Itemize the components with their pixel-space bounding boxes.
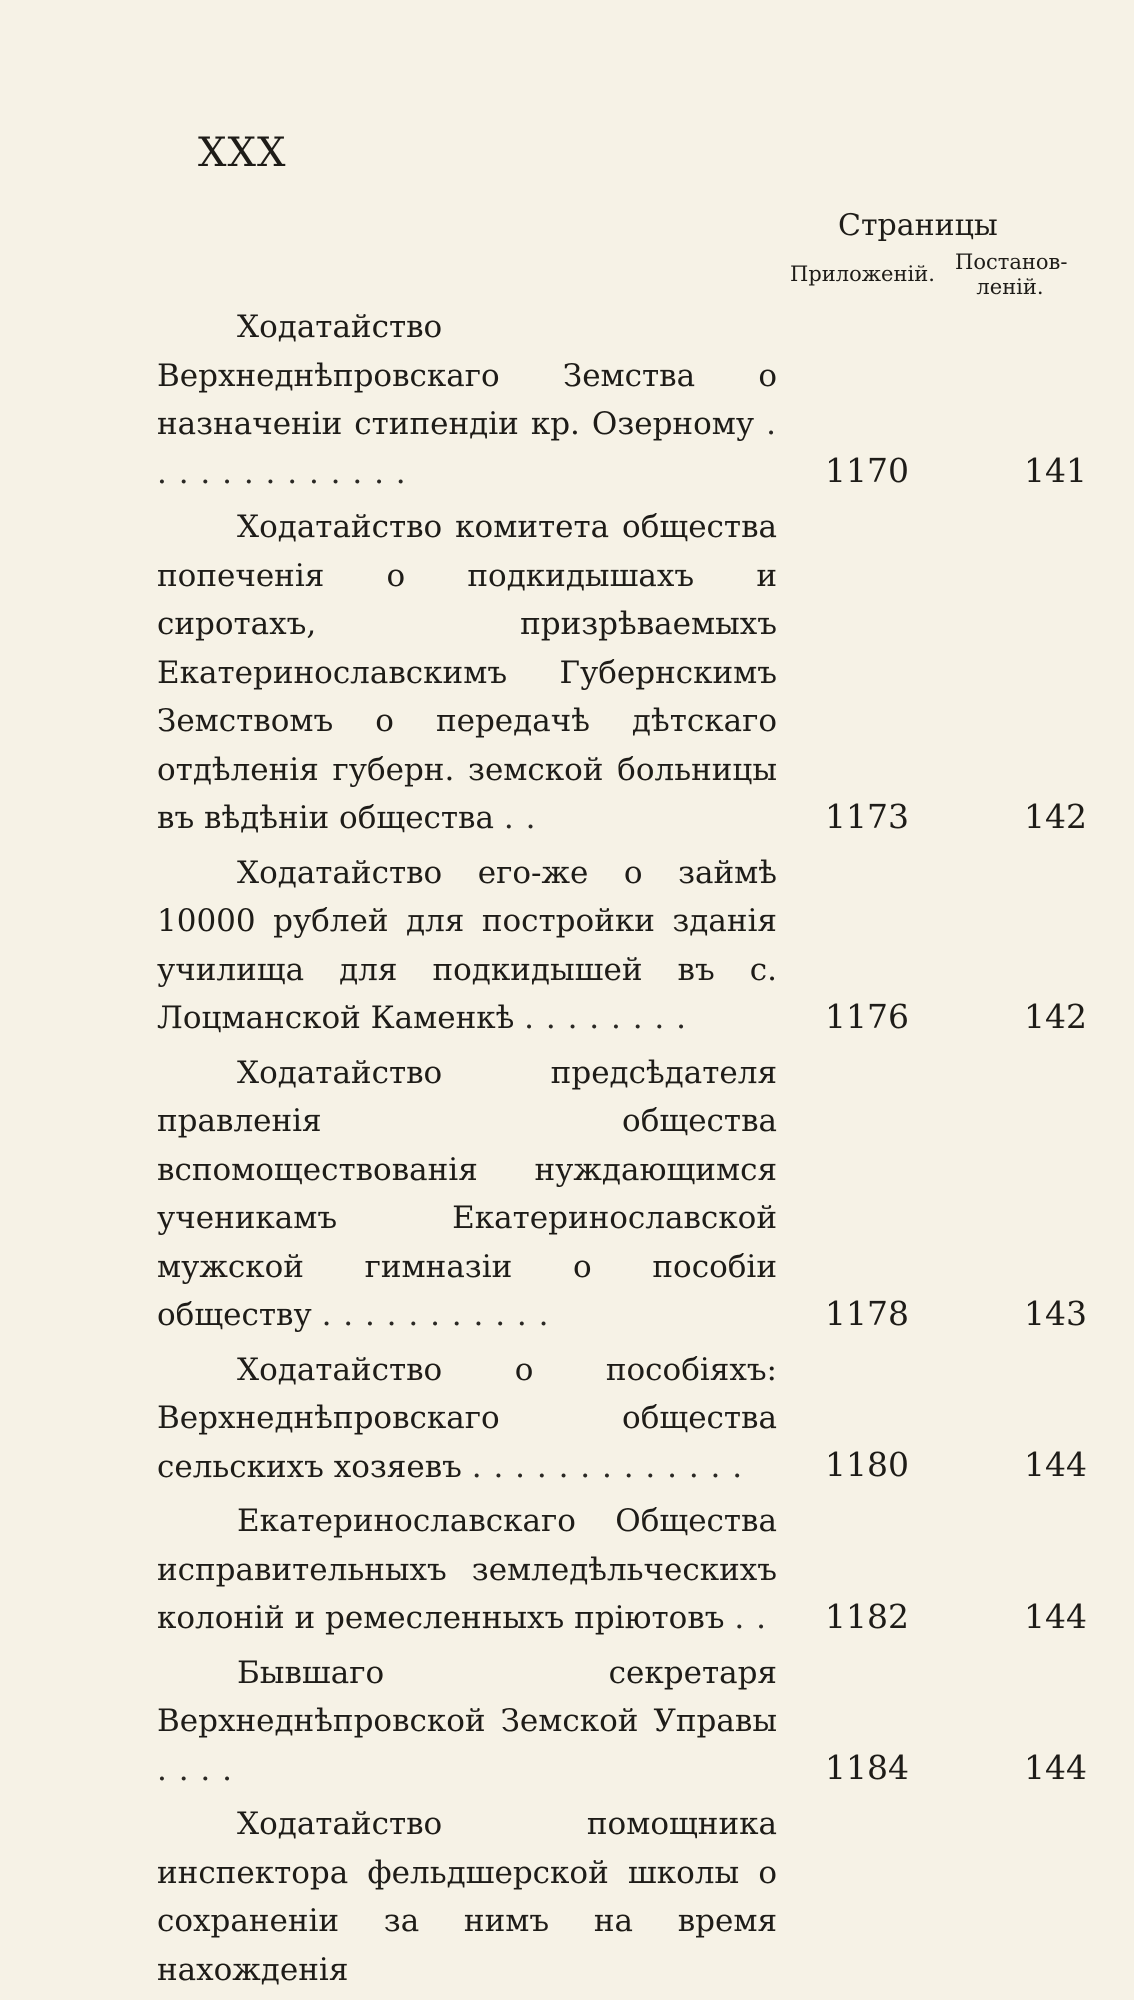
resolution-page-number: 143: [1024, 1293, 1087, 1333]
index-entry: [157, 1346, 1117, 1492]
resolution-page-number: 142: [1024, 796, 1087, 836]
appendix-page-number: 1178: [825, 1293, 909, 1333]
entry-text: Ходатайство помощника инспектора фельдшерской школы о сохраненіи за нимъ на время нахожденія: [157, 1806, 777, 1988]
index-entry: [157, 503, 1117, 843]
entry-text: Екатеринославскаго Общества исправительныхъ земледѣльческихъ колоній и ремесленныхъ пріютовъ: [157, 1503, 777, 1636]
appendix-page-number: 1182: [825, 1596, 909, 1636]
dot-leader: . . . . . . . .: [524, 1000, 687, 1036]
entry-text-block: [157, 503, 777, 843]
dot-leader: . . . . . . . . . . . . .: [157, 406, 777, 491]
entry-text-block: [157, 1800, 777, 1994]
resolution-page-number: 144: [1024, 1748, 1087, 1787]
entry-text: Бывшаго секретаря Верхнеднѣпровской Земской Управы: [157, 1654, 777, 1739]
entry-text-block: [157, 849, 777, 1043]
dot-leader: . .: [734, 1600, 767, 1636]
entry-text: Ходатайство предсѣдателя правленія общества вспомоществованія нуждающимся ученикамъ Екатеринославской мужской гимназіи о пособіи обществу: [157, 1054, 777, 1333]
appendix-page-number: 1180: [825, 1445, 909, 1484]
page-number: XXX: [198, 130, 287, 176]
entry-text: Ходатайство Верхнеднѣпровскаго Земства о назначеніи стипендіи кр. Озерному: [157, 309, 777, 442]
dot-leader: . . . .: [157, 1751, 233, 1788]
column-header-resolutions: Постанов-леній.: [955, 250, 1068, 299]
index-entry: [157, 303, 1117, 497]
index-entries: [157, 303, 1117, 2000]
dot-leader: . . . . . . . . . . .: [321, 1297, 550, 1333]
index-entry: [157, 849, 1117, 1043]
resolution-page-number: 141: [1024, 451, 1087, 490]
appendix-page-number: 1184: [825, 1748, 909, 1787]
appendix-page-number: 1173: [825, 796, 909, 836]
entry-text: Ходатайство его-же о займѣ 10000 рублей для постройки зданія училища для подкидышей въ с. Лоцманской Каменкѣ: [157, 854, 777, 1036]
column-group-header: Страницы: [838, 208, 998, 243]
resolution-page-number: 144: [1024, 1445, 1087, 1484]
entry-text-block: [157, 1049, 777, 1340]
entry-text-block: [157, 1346, 777, 1492]
dot-leader: . . . . . . . . . . . . .: [471, 1448, 744, 1485]
index-entry: [157, 1497, 1117, 1643]
entry-text-block: [157, 303, 777, 497]
entry-text: Ходатайство комитета общества попеченія о подкидышахъ и сиротахъ, призрѣваемыхъ Екатеринославскимъ Губернскимъ Земствомъ о передачѣ дѣтскаго отдѣленія губерн. земской больницы въ вѣдѣніи общества: [157, 509, 777, 836]
appendix-page-number: 1176: [825, 996, 909, 1036]
index-entry: [157, 1649, 1117, 1795]
column-header-appendices: Приложеній.: [790, 262, 935, 286]
entry-text: Ходатайство о пособіяхъ: Верхнеднѣпровскаго общества сельскихъ хозяевъ: [157, 1351, 777, 1485]
entry-text-block: [157, 1497, 777, 1643]
resolution-page-number: 144: [1024, 1596, 1087, 1636]
dot-leader: . .: [503, 800, 537, 836]
resolution-page-number: 142: [1024, 996, 1087, 1036]
index-entry: [157, 1800, 1117, 1994]
index-entry: [157, 1049, 1117, 1340]
entry-text-block: [157, 1649, 777, 1795]
appendix-page-number: 1170: [825, 451, 909, 490]
